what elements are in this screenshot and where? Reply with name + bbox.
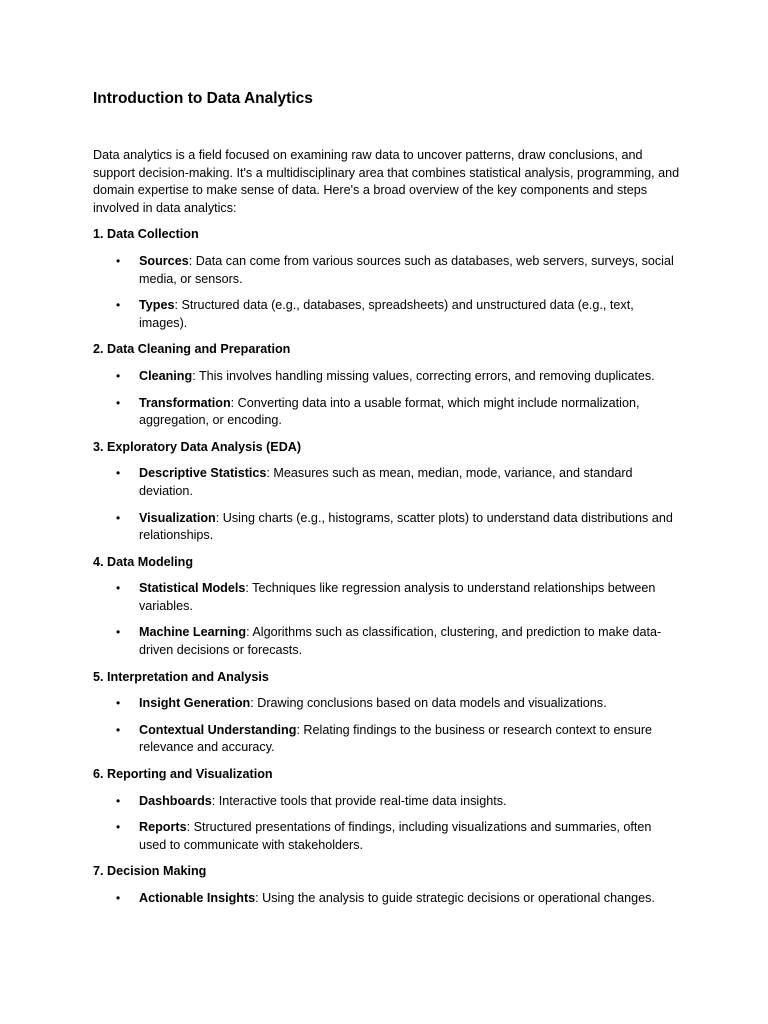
item-description: : Relating findings to the business or research context to ensure relevance and accuracy.	[139, 722, 653, 755]
item-term: Dashboards	[139, 793, 212, 808]
item-description: : Structured presentations of findings, including visualizations and summaries, often used to communicate with stakeholders.	[139, 820, 652, 852]
item-term: Machine Learning	[139, 625, 247, 640]
list-item	[93, 793, 680, 811]
item-term: Cleaning	[139, 368, 193, 383]
item-term: Insight Generation	[139, 696, 251, 711]
bullet-icon: •	[116, 625, 121, 640]
item-description: : Structured data (e.g., databases, spreadsheets) and unstructured data (e.g., text, images).	[139, 298, 634, 330]
bullet-list	[93, 793, 680, 855]
item-description: : Measures such as mean, median, mode, variance, and standard deviation.	[139, 466, 633, 498]
item-term: Transformation	[139, 395, 231, 410]
bullet-icon: •	[116, 510, 121, 525]
bullet-icon: •	[116, 696, 121, 711]
item-description: : Techniques like regression analysis to understand relationships between variables.	[139, 581, 656, 613]
item-description: : Using the analysis to guide strategic decisions or operational changes.	[255, 891, 655, 905]
bullet-icon: •	[116, 253, 121, 268]
list-item	[93, 722, 680, 757]
section-heading: 6. Reporting and Visualization	[93, 767, 273, 782]
item-term: Sources	[139, 253, 189, 268]
section-heading: 3. Exploratory Data Analysis (EDA)	[93, 439, 302, 454]
list-item	[93, 580, 680, 615]
item-description: : Data can come from various sources such as databases, web servers, surveys, social media, or sensors.	[139, 253, 674, 286]
item-term: Contextual Understanding	[139, 722, 297, 737]
bullet-list	[93, 253, 680, 332]
list-item	[93, 695, 680, 713]
list-item	[93, 890, 680, 908]
document-title: Introduction to Data Analytics	[93, 90, 313, 107]
bullet-list	[93, 580, 680, 659]
list-item	[93, 395, 680, 430]
bullet-icon: •	[116, 368, 121, 383]
bullet-icon: •	[116, 581, 121, 596]
list-item	[93, 297, 680, 332]
list-item	[93, 368, 680, 386]
bullet-list	[93, 890, 680, 908]
item-description: : Converting data into a usable format, which might include normalization, aggregation, or encoding.	[139, 395, 640, 428]
item-description: : This involves handling missing values, correcting errors, and removing duplicates.	[192, 368, 655, 383]
list-item	[93, 253, 680, 288]
item-term: Descriptive Statistics	[139, 466, 267, 481]
section-heading: 7. Decision Making	[93, 864, 207, 879]
item-term: Actionable Insights	[139, 891, 256, 905]
bullet-icon: •	[116, 820, 121, 835]
list-item	[93, 465, 680, 500]
item-description: : Drawing conclusions based on data models and visualizations.	[250, 696, 607, 711]
list-item	[93, 624, 680, 659]
item-term: Statistical Models	[139, 581, 246, 596]
list-item	[93, 819, 680, 854]
bullet-list	[93, 368, 680, 430]
intro-paragraph: Data analytics is a field focused on examining raw data to uncover patterns, draw conclusions, and support decision-making. It's a multidisciplinary area that combines statistical analysis, programming, and domain expertise to make sense of data. Here's a broad overview of the key components and steps involved in data analytics:	[93, 148, 680, 215]
item-description: : Using charts (e.g., histograms, scatter plots) to understand data distributions and relationships.	[139, 510, 673, 543]
list-item	[93, 510, 680, 545]
bullet-icon: •	[116, 298, 121, 313]
bullet-icon: •	[116, 722, 121, 737]
section-heading: 5. Interpretation and Analysis	[93, 669, 269, 684]
section-heading: 2. Data Cleaning and Preparation	[93, 342, 291, 357]
section-heading: 4. Data Modeling	[93, 554, 194, 569]
bullet-list	[93, 465, 680, 544]
section-heading: 1. Data Collection	[93, 227, 199, 242]
item-description: : Algorithms such as classification, clustering, and prediction to make data-driven decisions or forecasts.	[139, 625, 662, 658]
bullet-icon: •	[116, 793, 121, 808]
item-term: Reports	[139, 820, 187, 835]
bullet-list	[93, 695, 680, 757]
bullet-icon: •	[116, 466, 121, 481]
item-term: Visualization	[139, 510, 216, 525]
bullet-icon: •	[116, 395, 121, 410]
item-term: Types	[139, 298, 175, 313]
bullet-icon: •	[116, 891, 121, 905]
item-description: : Interactive tools that provide real-time data insights.	[211, 793, 507, 808]
sections-container	[93, 226, 680, 907]
